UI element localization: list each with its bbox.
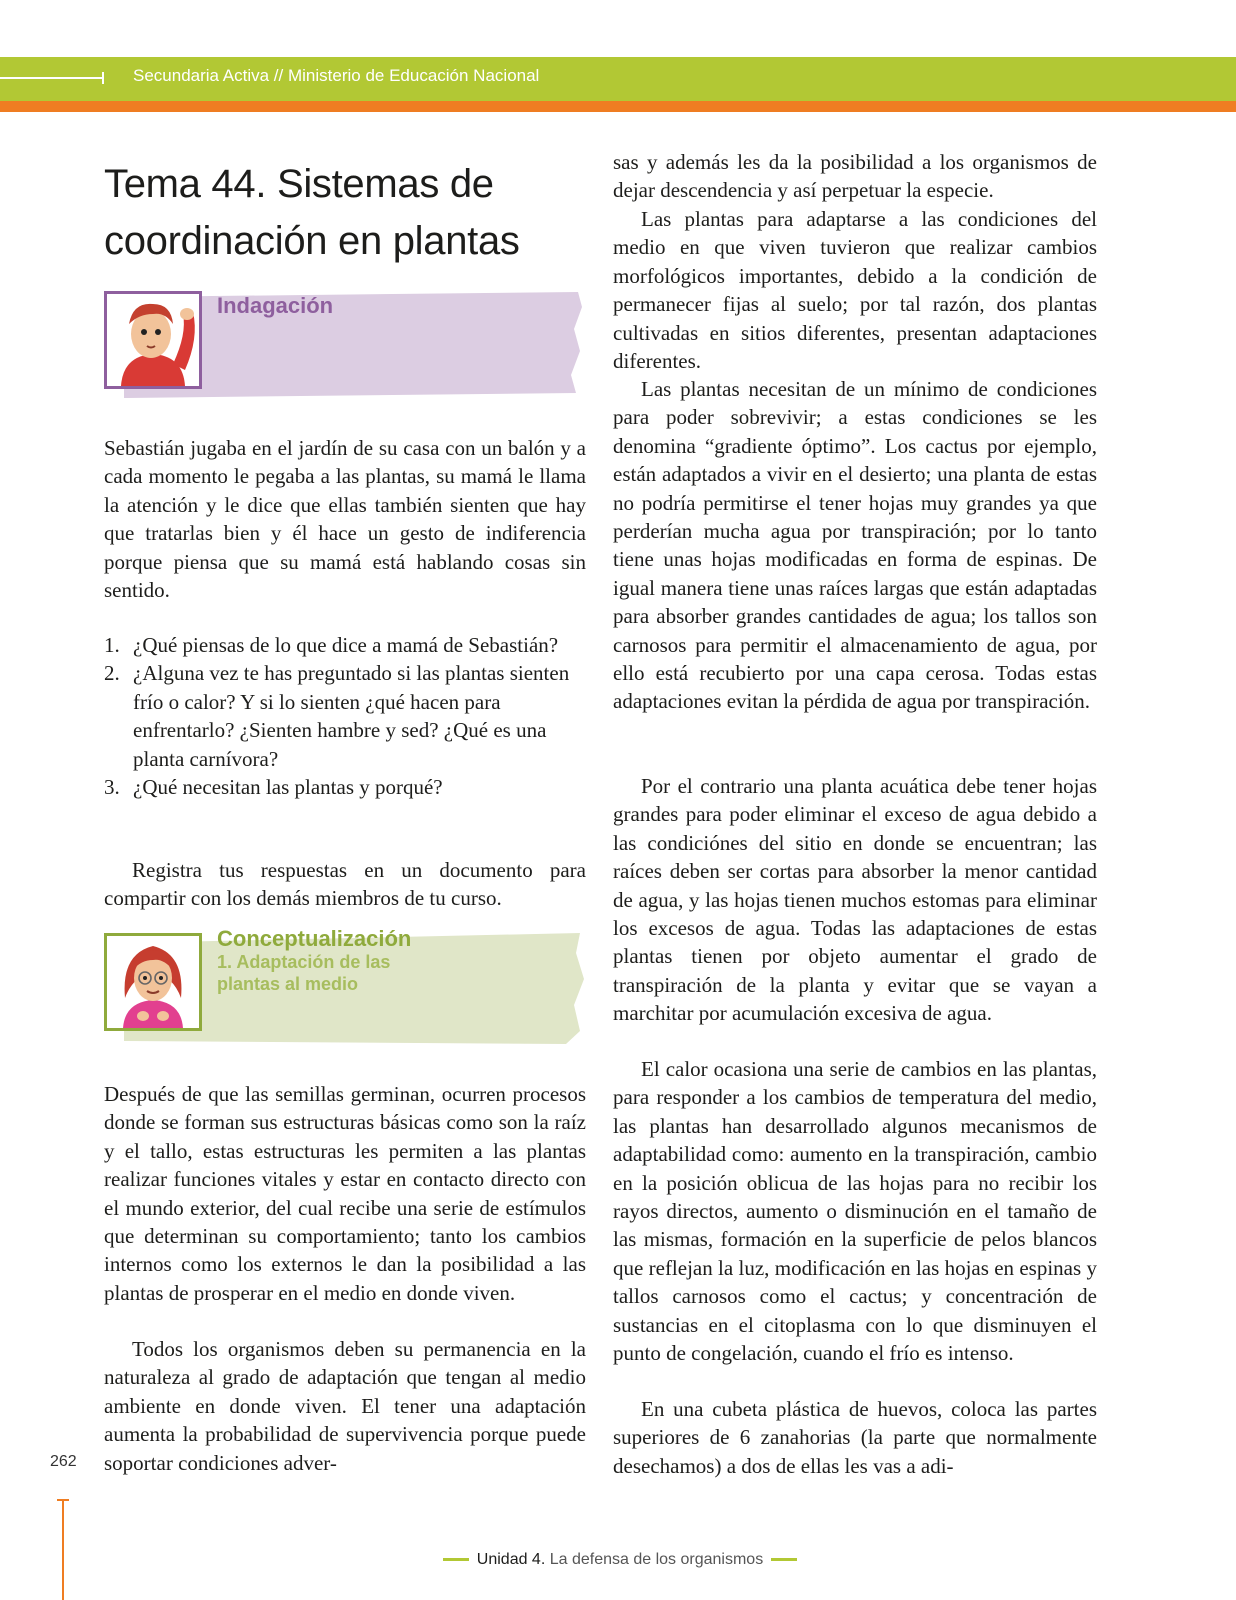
page-footer <box>420 1551 820 1569</box>
body-paragraph: Por el contrario una planta acuática debe tener hojas grandes para poder eliminar el exceso de agua debido a las condiciónes del sitio en donde se encuentran; las raíces deben ser cortas para absorber la menor cantidad de agua, y las hojas tienen muchos estomas para eliminar los excesos de agua. Todas las adaptaciones de estas plantas tienen por objeto aumentar el grado de transpiración de la planta y evitar que se vayan a marchitar por acumulación excesiva de agua. <box>613 774 1097 1026</box>
question-number: 1. <box>104 633 120 657</box>
question-text: ¿Qué piensas de lo que dice a mamá de Sebastián? <box>133 633 559 657</box>
header-accent-stripe <box>0 101 1236 112</box>
body-paragraph: Las plantas para adaptarse a las condiciones del medio en que viven tuvieron que realizar cambios morfológicos importantes, debido a la condición de permanecer fijas al suelo; por tal razón, dos plantas cultivadas en sitios diferentes, presentan adaptaciones diferentes. <box>613 207 1097 374</box>
page-number: 262 <box>50 1453 77 1470</box>
indagacion-label: Indagación <box>217 293 334 318</box>
conceptualizacion-subtitle <box>217 951 477 995</box>
body-paragraph: Las plantas necesitan de un mínimo de condiciones para poder sobrevivir; a estas condiciones se les denomina “gradiente óptimo”. Los cactus por ejemplo, están adaptados a vivir en el desierto; una planta de estas no podría permitirse el tener hojas muy grandes ya que perderían mucha agua por transpiración; por lo tanto tiene unas hojas modificadas en forma de espinas. De igual manera tiene unas raíces largas que están adaptadas para absorber grandes cantidades de agua; los tallos son carnosos para permitir el almacenamiento de agua, por ello está recubierto por una capa cerosa. Todas estas adaptaciones evitan la pérdida de agua por transpiración. <box>613 377 1097 714</box>
page-title-line-1: Tema 44. Sistemas de <box>104 162 494 206</box>
body-paragraph: Después de que las semillas germinan, ocurren procesos donde se forman sus estructuras básicas como son la raíz y el tallo, estas estructuras les permiten a las plantas realizar funciones vitales y estar en contacto directo con el mundo exterior, del cual recibe una serie de estímulos que determinan su comportamiento; tanto los cambios internos como los externos le dan la posibilidad a las plantas de prosperar en el medio en donde viven. <box>104 1082 586 1305</box>
conceptualizacion-subtitle-line-2: plantas al medio <box>217 974 359 994</box>
header-rule <box>0 77 104 79</box>
body-paragraph: Todos los organismos deben su permanencia en la naturaleza al grado de adaptación que tengan al medio ambiente en donde viven. El tener una adaptación aumenta la probabilidad de supervivencia porque puede soportar condiciones adver- <box>104 1337 586 1475</box>
margin-rule <box>62 1499 64 1600</box>
story-paragraph: Sebastián jugaba en el jardín de su casa con un balón y a cada momento le pegaba a las plantas, su mamá le llama la atención y le dice que ellas también sienten que hay que tratarlas bien y él hace un gesto de indiferencia porque piensa que su mamá está hablando cosas sin sentido. <box>104 436 586 603</box>
indagacion-section-header <box>104 289 586 401</box>
footer-unit: Unidad 4. <box>476 1551 546 1568</box>
conceptualizacion-label: Conceptualización <box>217 926 412 951</box>
question-item <box>104 659 586 773</box>
question-text: ¿Qué necesitan las plantas y porqué? <box>133 775 443 800</box>
body-paragraph: sas y además les da la posibilidad a los organismos de dejar descendencia y así perpetuar la especie. <box>613 150 1097 203</box>
register-instruction: Registra tus respuestas en un documento para compartir con los demás miembros de tu curso. <box>104 858 586 911</box>
body-paragraph: El calor ocasiona una serie de cambios en las plantas, para responder a los cambios de temperatura del medio, las plantas han desarrollado algunos mecanismos de adaptabilidad como: aumento en la transpiración, cambio en la posición oblicua de las hojas para no recibir los rayos directos, aumento o disminución en el tamaño de las mismas, formación en la superficie de pelos blancos que reflejan la luz, modificación en las hojas en espinas y tallos carnosos como el cactus; y concentración de sustancias en el citoplasma con lo que disminuyen el punto de congelación, cuando el frío es intenso. <box>613 1057 1097 1366</box>
header-rule-tick <box>102 72 104 84</box>
conceptualizacion-section-header <box>104 926 586 1047</box>
footer-dash-left <box>443 1558 469 1561</box>
page-title-line-2: coordinación en plantas <box>104 219 520 263</box>
question-item <box>104 773 586 801</box>
body-paragraph: En una cubeta plástica de huevos, coloca las partes superiores de 6 zanahorias (la parte que normalmente desechamos) a dos de ellas les vas a adi- <box>613 1397 1097 1478</box>
series-title: Secundaria Activa // Ministerio de Educación Nacional <box>133 66 540 85</box>
question-number: 2. <box>104 661 120 686</box>
conceptualizacion-subtitle-line-1: 1. Adaptación de las <box>217 952 391 972</box>
question-text: ¿Alguna vez te has preguntado si las plantas sienten frío o calor? Y si lo sienten ¿qué hacen para enfrentarlo? ¿Sienten hambre y sed? ¿Qué es una planta carnívora? <box>133 661 570 771</box>
teacher-girl-icon <box>104 933 202 1031</box>
page-title <box>104 156 584 270</box>
question-list <box>104 631 586 801</box>
question-number: 3. <box>104 775 120 800</box>
question-item <box>104 631 586 659</box>
thinking-boy-icon <box>104 291 202 389</box>
footer-unit-title: La defensa de los organismos <box>549 1551 764 1568</box>
footer-dash-right <box>771 1558 797 1561</box>
